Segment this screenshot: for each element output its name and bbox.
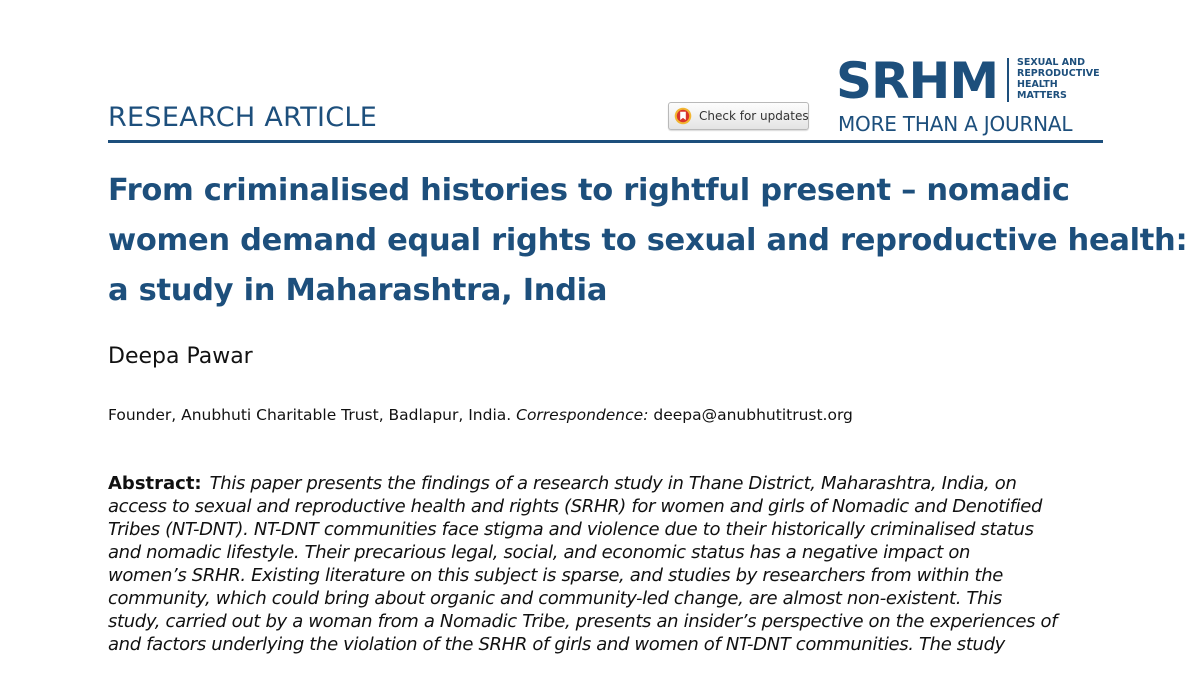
logo-subtitle: MORE THAN A JOURNAL: [838, 112, 1073, 136]
check-for-updates-button[interactable]: [668, 102, 809, 130]
abstract-line: and nomadic lifestyle. Their precarious legal, social, and economic status has a negative impact on: [108, 542, 971, 563]
abstract-line: Tribes (NT-DNT). NT-DNT communities face stigma and violence due to their historically criminalised status: [108, 519, 1034, 540]
logo-tagline: [1017, 57, 1100, 101]
abstract: [108, 472, 1118, 656]
correspondence-email[interactable]: deepa@anubhutitrust.org: [653, 406, 853, 424]
check-for-updates-label: Check for updates: [699, 109, 809, 123]
correspondence-label: Correspondence:: [516, 406, 649, 424]
journal-logo: [836, 54, 1102, 136]
abstract-line: access to sexual and reproductive health and rights (SRHR) for women and girls of Nomadic and Denotified: [108, 496, 1043, 517]
article-title: [108, 166, 1188, 316]
article-title-line: a study in Maharashtra, India: [108, 273, 608, 308]
logo-tagline-line: HEALTH: [1017, 79, 1058, 90]
logo-tagline-line: MATTERS: [1017, 90, 1067, 101]
article-title-line: women demand equal rights to sexual and reproductive health:: [108, 223, 1188, 258]
header-divider: [108, 140, 1103, 143]
abstract-text: This paper presents the findings of a research study in Thane District, Maharashtra, India, on: [209, 473, 1017, 494]
abstract-line: women’s SRHR. Existing literature on this subject is sparse, and studies by researchers from within the: [108, 565, 1004, 586]
logo-tagline-line: SEXUAL AND: [1017, 57, 1085, 68]
abstract-line: and factors underlying the violation of the SRHR of girls and women of NT-DNT communities. The study: [108, 634, 1005, 655]
abstract-label: Abstract:: [108, 473, 202, 494]
author-affiliation: [108, 406, 853, 424]
article-type-heading: RESEARCH ARTICLE: [108, 102, 378, 133]
affiliation-text: Founder, Anubhuti Charitable Trust, Badlapur, India.: [108, 406, 512, 424]
article-title-line: From criminalised histories to rightful present – nomadic: [108, 173, 1070, 208]
logo-divider: [1007, 58, 1009, 102]
abstract-line: community, which could bring about organic and community-led change, are almost non-existent. This: [108, 588, 1002, 609]
crossmark-icon: [674, 107, 692, 125]
logo-mark: SRHM: [836, 52, 999, 110]
abstract-line: study, carried out by a woman from a Nomadic Tribe, presents an insider’s perspective on the experiences of: [108, 611, 1058, 632]
logo-tagline-line: REPRODUCTIVE: [1017, 68, 1100, 79]
abstract-line: [108, 472, 1118, 495]
author-name: Deepa Pawar: [108, 344, 253, 369]
